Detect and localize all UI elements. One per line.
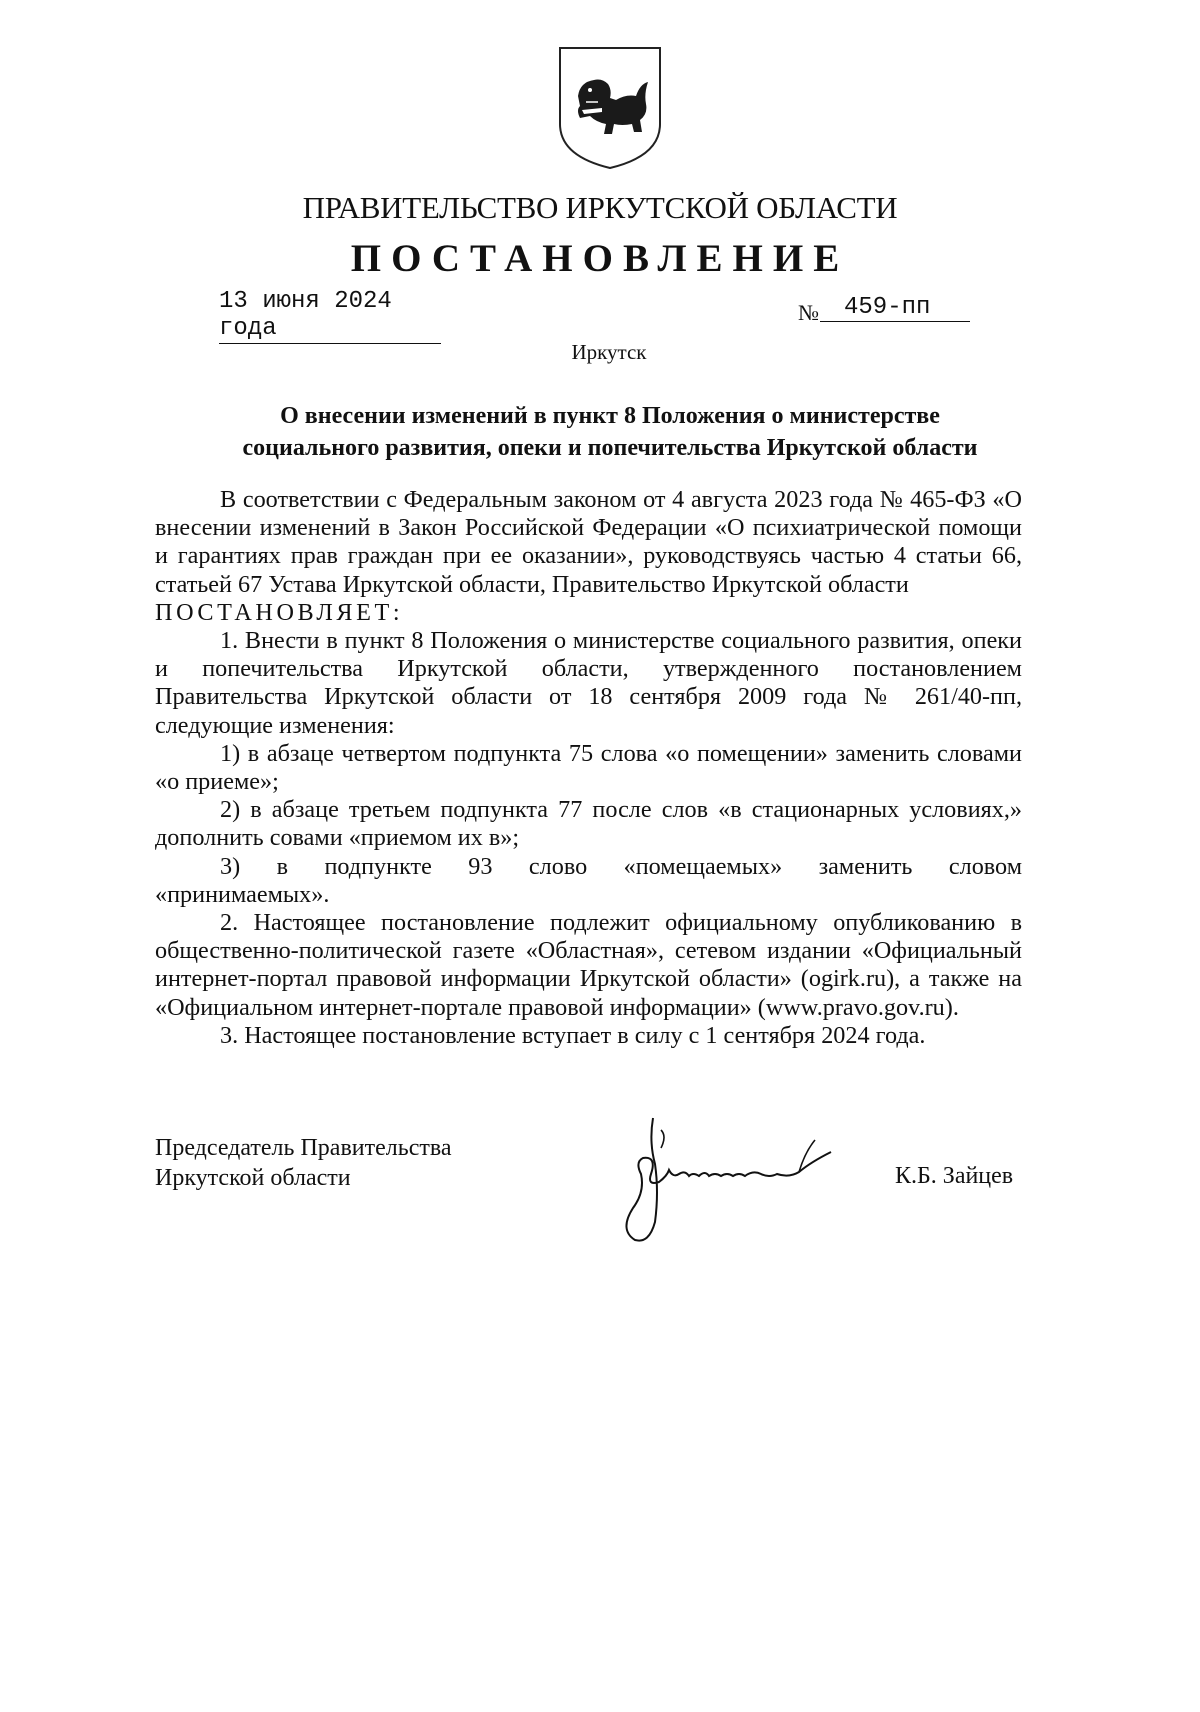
document-subject: [170, 400, 1050, 464]
number-sign: №: [798, 300, 819, 325]
city: Иркутск: [571, 340, 647, 364]
subject-line-1: О внесении изменений в пункт 8 Положения о министерстве: [280, 403, 940, 429]
subitem-3-line-2: «принимаемых».: [155, 880, 330, 908]
subitem-1-paragraph: 1) в абзаце четвертом подпункта 75 слова «о помещении» заменить словами «о приеме»;: [155, 739, 1022, 796]
government-title: ПРАВИТЕЛЬСТВО ИРКУТСКОЙ ОБЛАСТИ: [302, 190, 898, 225]
item-3-paragraph: 3. Настоящее постановление вступает в силу с 1 сентября 2024 года.: [220, 1021, 926, 1049]
item-2-paragraph: 2. Настоящее постановление подлежит официальному опубликованию в общественно-политической газете «Областная», сетевом издании «Официальный интернет-портал правовой информации Иркутской области» (ogirk.ru), а также на «Официальном интернет-портале правовой информации» (www.pravo.gov.ru).: [155, 909, 1022, 1021]
preamble-paragraph: В соответствии с Федеральным законом от 4 августа 2023 года № 465-ФЗ «О внесении изменений в Закон Российской Федерации «О психиатрической помощи и гарантиях прав граждан при ее оказании», руководствуясь частью 4 статьи 66, статьей 67 Устава Иркутской области, Правительство Иркутской области: [155, 486, 1022, 598]
subitem-3-line-1: 3) в подпункте 93 слово «помещаемых» заменить словом: [220, 852, 1022, 880]
document-type: ПОСТАНОВЛЕНИЕ: [350, 237, 850, 280]
document-number: 459-пп: [820, 294, 970, 322]
subject-line-2: социального развития, опеки и попечительства Иркутской области: [242, 435, 978, 461]
position-line-1: Председатель Правительства: [155, 1135, 452, 1161]
position-line-2: Иркутской области: [155, 1165, 351, 1191]
document-date: 13 июня 2024 года: [219, 288, 441, 344]
signatory-name: К.Б. Зайцев: [895, 1163, 1014, 1189]
resolves-heading: ПОСТАНОВЛЯЕТ:: [155, 598, 404, 626]
handwritten-signature: [605, 1112, 865, 1252]
item-1-paragraph: 1. Внести в пункт 8 Положения о министерстве социального развития, опеки и попечительства Иркутской области, утвержденного постановлением Правительства Иркутской области от 18 сентября 2009 года № 261/40-пп, следующие изменения:: [155, 627, 1022, 739]
signatory-position: [155, 1133, 452, 1193]
coat-of-arms-emblem: [556, 44, 664, 172]
subitem-2-paragraph: 2) в абзаце третьем подпункта 77 после слов «в стационарных условиях,» дополнить совами «приемом их в»;: [155, 796, 1022, 852]
document-body: [155, 486, 1022, 1050]
